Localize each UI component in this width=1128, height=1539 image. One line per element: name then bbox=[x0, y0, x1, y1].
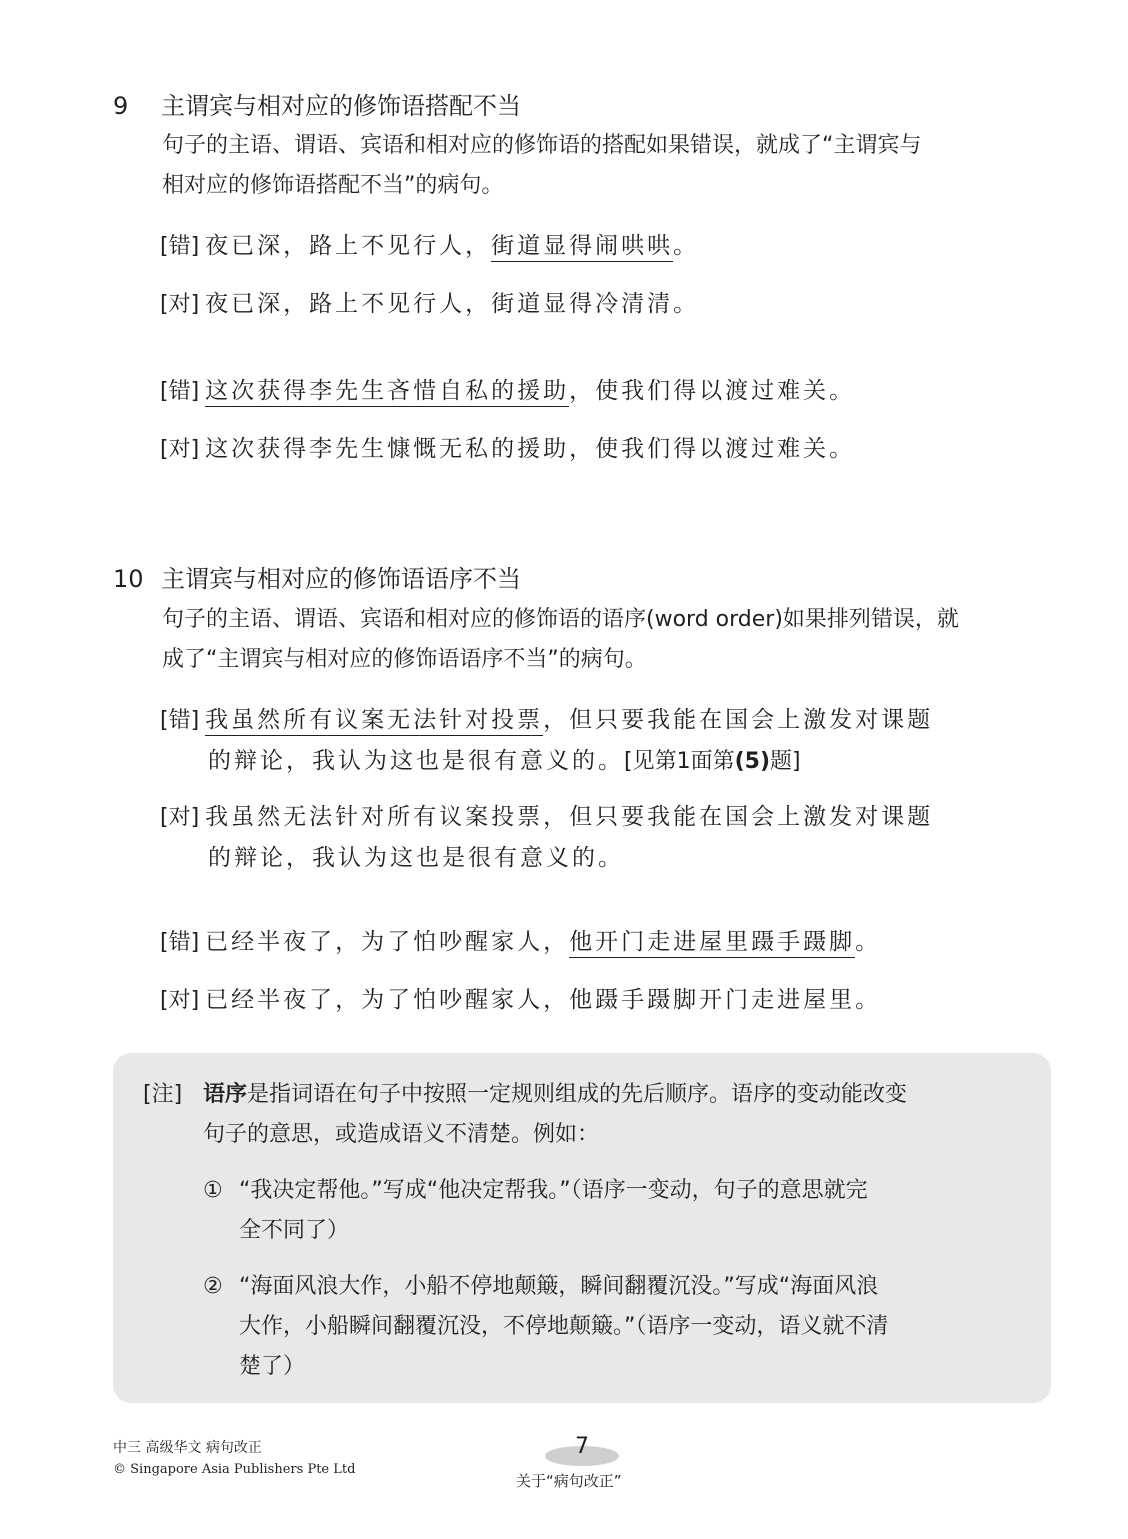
wrong-tag: [错] bbox=[160, 930, 200, 955]
error-underline: 这次获得李先生吝惜自私的援助 bbox=[205, 378, 569, 407]
circled-number-1: ① bbox=[203, 1178, 223, 1203]
desc-line: 成了“主谓宾与相对应的修饰语语序不当”的病句。 bbox=[162, 647, 647, 672]
section-9-heading bbox=[113, 86, 521, 121]
section-label: 关于“病句改正” bbox=[516, 1472, 622, 1490]
note-tag: [注] bbox=[143, 1082, 183, 1107]
desc-line: 相对应的修饰语搭配不当”的病句。 bbox=[162, 173, 504, 198]
sentence-text: 已经半夜了，为了怕吵醒家人， bbox=[205, 929, 570, 955]
sentence-text: 夜已深，路上不见行人，街道显得冷清清。 bbox=[205, 291, 700, 317]
note-item-text: “海面风浪大作，小船不停地颠簸，瞬间翻覆沉没。”写成“海面风浪 bbox=[239, 1274, 879, 1299]
correct-tag: [对] bbox=[160, 805, 200, 830]
example-wrong bbox=[160, 922, 1060, 963]
note-item-text: “我决定帮他。”写成“他决定帮我。”（语序一变动，句子的意思就完 bbox=[239, 1178, 868, 1203]
error-underline: 街道显得闹哄哄 bbox=[491, 233, 673, 262]
desc-line: 句子的主语、谓语、宾语和相对应的修饰语的语序(word order)如果排列错误，就 bbox=[162, 607, 959, 632]
error-underline: 他开门走进屋里蹑手蹑脚 bbox=[569, 929, 855, 958]
sentence-text: 这次获得李先生慷慨无私的援助，使我们得以渡过难关。 bbox=[205, 436, 856, 462]
example-correct bbox=[160, 980, 1060, 1021]
note-text: 句子的意思，或造成语义不清楚。例如： bbox=[203, 1122, 600, 1147]
correct-tag: [对] bbox=[160, 292, 200, 317]
sentence-text: ，但只要我能在国会上激发对课题 bbox=[543, 707, 934, 733]
note-term: 语序 bbox=[203, 1082, 248, 1107]
sentence-text: 我虽然无法针对所有议案投票，但只要我能在国会上激发对课题 bbox=[205, 804, 934, 830]
book-title: 中三 高级华文 病句改正 bbox=[113, 1440, 262, 1456]
sentence-text: 夜已深，路上不见行人， bbox=[205, 233, 492, 259]
sentence-text: 的辩论，我认为这也是很有意义的。 bbox=[208, 845, 624, 871]
desc-line: 句子的主语、谓语、宾语和相对应的修饰语的搭配如果错误，就成了“主谓宾与 bbox=[162, 133, 922, 158]
sentence-text: 。 bbox=[855, 929, 882, 955]
note-text: 是指词语在句子中按照一定规则组成的先后顺序。语序的变动能改变 bbox=[247, 1082, 908, 1107]
example-correct bbox=[160, 284, 1060, 325]
note-item bbox=[143, 1171, 1023, 1251]
sentence-text: 的辩论，我认为这也是很有意义的。 bbox=[208, 748, 624, 774]
example-correct bbox=[160, 429, 1060, 470]
circled-number-2: ② bbox=[203, 1274, 223, 1299]
section-10-description bbox=[162, 600, 1062, 680]
section-title: 主谓宾与相对应的修饰语语序不当 bbox=[161, 565, 521, 593]
example-wrong bbox=[160, 700, 1060, 782]
example-wrong bbox=[160, 371, 1060, 412]
wrong-tag: [错] bbox=[160, 234, 200, 259]
section-10-heading bbox=[113, 559, 521, 594]
error-underline: 我虽然所有议案无法针对投票 bbox=[205, 707, 543, 736]
correct-tag: [对] bbox=[160, 988, 200, 1013]
cross-reference: [见第1面第 bbox=[624, 749, 735, 774]
cross-reference: 题] bbox=[770, 749, 801, 774]
footer-left bbox=[113, 1437, 355, 1481]
section-title: 主谓宾与相对应的修饰语搭配不当 bbox=[161, 92, 521, 120]
wrong-tag: [错] bbox=[160, 379, 200, 404]
wrong-tag: [错] bbox=[160, 708, 200, 733]
sentence-text: ，使我们得以渡过难关。 bbox=[569, 378, 856, 404]
section-9-description bbox=[162, 126, 1062, 206]
section-number: 10 bbox=[113, 565, 144, 593]
sentence-text: 。 bbox=[673, 233, 700, 259]
example-wrong bbox=[160, 226, 1060, 267]
note-item-text: 大作，小船瞬间翻覆沉没，不停地颠簸。”（语序一变动，语义就不清 bbox=[239, 1314, 889, 1339]
copyright: © Singapore Asia Publishers Pte Ltd bbox=[113, 1462, 356, 1477]
note-item bbox=[143, 1267, 1023, 1387]
example-correct bbox=[160, 797, 1060, 878]
sentence-text: 已经半夜了，为了怕吵醒家人，他蹑手蹑脚开门走进屋里。 bbox=[205, 987, 882, 1013]
note-item-text: 楚了） bbox=[239, 1354, 306, 1379]
note-item-text: 全不同了） bbox=[239, 1218, 350, 1243]
page-number: 7 bbox=[575, 1434, 589, 1459]
note-content bbox=[143, 1075, 1023, 1387]
section-number: 9 bbox=[113, 92, 129, 120]
cross-reference-number: (5) bbox=[734, 749, 771, 774]
correct-tag: [对] bbox=[160, 437, 200, 462]
